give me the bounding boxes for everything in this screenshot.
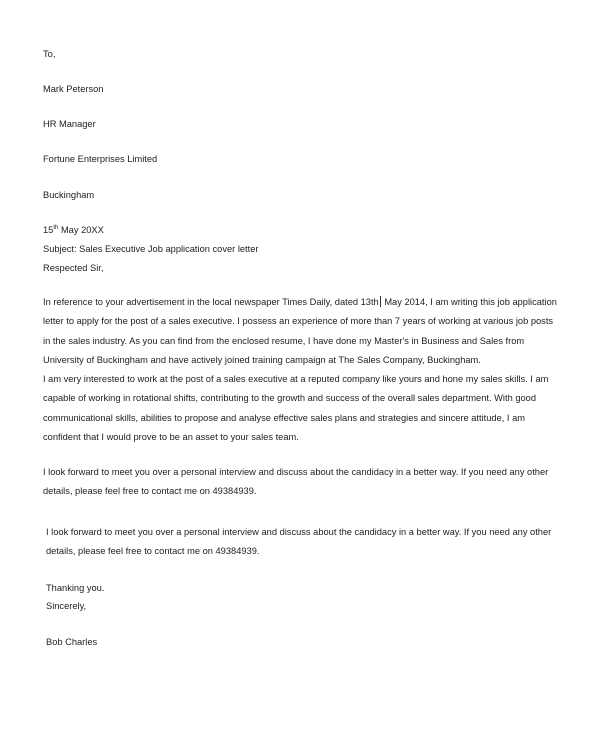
city: Buckingham (43, 190, 95, 200)
letter-date (43, 224, 104, 236)
text-cursor (380, 296, 381, 307)
paragraph-2: I am very interested to work at the post of a sales executive at a reputed company like yours and hone my sales skills. I am capable of working in rotational shifts, contributing to the growth and success of the overall sales department. With good communicational skills, abilities to propose and analyse effective sales plans and strategies and sincere attitude, I am confident that I would prove to be an asset to your sales team. (43, 374, 549, 442)
date-rest: May 20XX (58, 225, 104, 235)
recipient-name: Mark Peterson (43, 84, 104, 94)
closing-sincerely: Sincerely, (46, 601, 87, 611)
subject-line: Subject: Sales Executive Job application cover letter (43, 244, 259, 254)
paragraph-3: I look forward to meet you over a personal interview and discuss about the candidacy in a better way. If you need any other details, please feel free to contact me on 49384939. (43, 467, 549, 497)
paragraph-1-part-2: May 2014, I am writing this job application letter to apply for the post of a sales executive. I possess an experience of more than 7 years of working at various job posts in the sales industry. As you can find from the enclosed resume, I have done my Master's in Business and Sales from University of Buckingham and have actively joined training campaign at The Sales Company, Buckingham. (43, 297, 557, 365)
paragraph-4: I look forward to meet you over a personal interview and discuss about the candidacy in a better way. If you need any other details, please feel free to contact me on 49384939. (46, 527, 552, 557)
greeting: Respected Sir, (43, 263, 104, 273)
date-suffix: th (53, 225, 59, 231)
closing-thanks: Thanking you. (46, 583, 105, 593)
paragraph-1-part-1: In reference to your advertisement in the local newspaper Times Daily, dated 13th (43, 297, 379, 307)
company-name: Fortune Enterprises Limited (43, 154, 158, 164)
date-day: 15 (43, 225, 54, 235)
recipient-title: HR Manager (43, 119, 96, 129)
signature-name: Bob Charles (46, 637, 98, 647)
salutation-to: To, (43, 49, 56, 59)
paragraph-1 (43, 293, 559, 370)
